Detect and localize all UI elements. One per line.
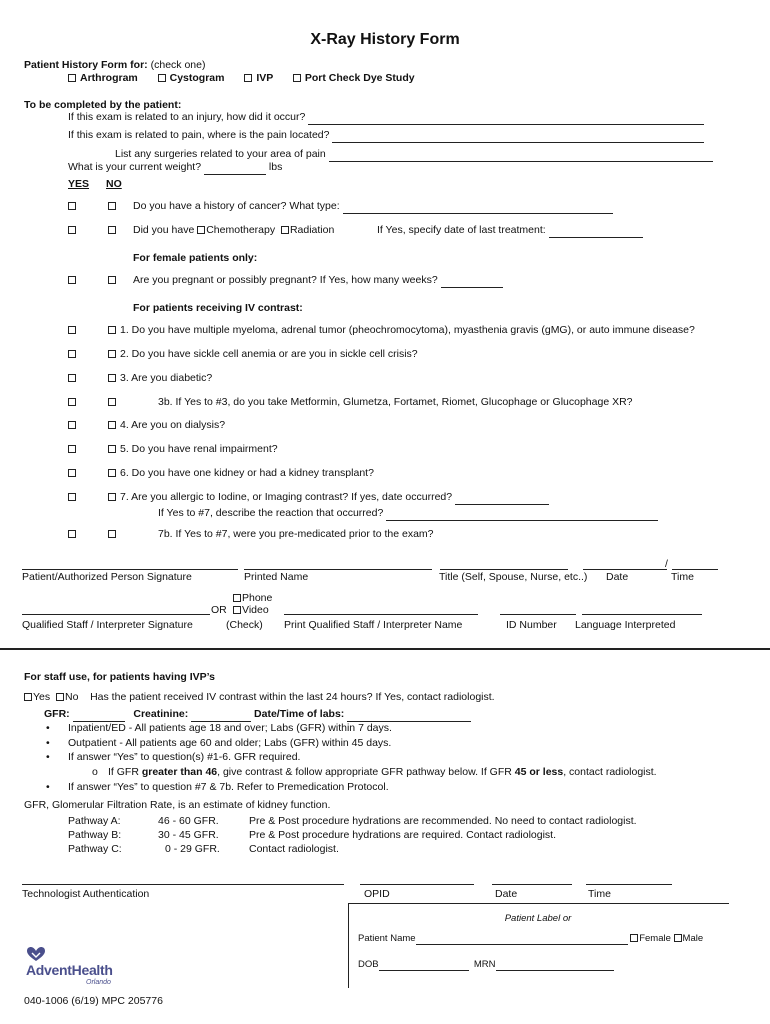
chemo-no [108, 224, 120, 237]
no-checkbox[interactable] [108, 493, 116, 501]
time-label: Time [671, 571, 694, 583]
q7b-no [108, 528, 120, 541]
weeks-field[interactable] [441, 274, 503, 288]
q5-text: 5. Do you have renal impairment? [120, 443, 278, 455]
form-for-label: Patient History Form for: [24, 59, 148, 71]
checkbox[interactable] [630, 934, 638, 942]
weight-field[interactable] [204, 161, 266, 175]
gfr-definition: GFR, Glomerular Filtration Rate, is an estimate of kidney function. [24, 799, 331, 811]
tech-date-label: Date [495, 888, 518, 900]
yes-checkbox[interactable] [68, 202, 76, 210]
pathway-b-range: 30 - 45 GFR. [158, 829, 219, 841]
creatinine-field[interactable] [191, 708, 251, 722]
q2-row [108, 348, 418, 361]
label-name-row: Patient Name Female Male [358, 933, 704, 944]
staff-signature-label: Qualified Staff / Interpreter Signature [22, 619, 193, 631]
mrn-field[interactable] [496, 959, 614, 971]
date-label: Date [606, 571, 629, 583]
checkbox[interactable] [68, 74, 76, 82]
chemo-option[interactable]: Chemotherapy [197, 224, 275, 236]
q6-row [108, 467, 374, 480]
q4-row [108, 419, 225, 432]
no-column-header: NO [106, 178, 122, 190]
pathway-c-name: Pathway C: [68, 843, 122, 855]
option-port-check[interactable]: Port Check Dye Study [293, 72, 415, 84]
patient-signature-line[interactable] [22, 569, 238, 570]
date-time-slash: / [665, 558, 668, 570]
gfr-field[interactable] [73, 708, 125, 722]
q2-yes [68, 348, 80, 361]
date-line[interactable] [583, 569, 667, 570]
q7-text: 7. Are you allergic to Iodine, or Imaging contrast? If yes, date occurred? [120, 491, 453, 503]
yes-checkbox[interactable] [68, 226, 76, 234]
no-checkbox[interactable] [108, 374, 116, 382]
contrast-question-row [24, 691, 495, 704]
q5-row [108, 443, 278, 456]
cancer-no [108, 200, 120, 213]
pain-answer-field[interactable] [332, 129, 704, 143]
printed-name-label: Printed Name [244, 571, 309, 583]
page-title: X-Ray History Form [310, 31, 460, 48]
title-label: Title (Self, Spouse, Nurse, etc..) [439, 571, 588, 583]
option-ivp[interactable]: IVP [244, 72, 273, 84]
q7b-yes [68, 528, 80, 541]
yes-checkbox[interactable] [68, 445, 76, 453]
checkbox[interactable] [24, 693, 32, 701]
surgery-question: List any surgeries related to your area of pain [115, 148, 713, 162]
chemo-question: Did you have Chemotherapy Radiation [133, 224, 335, 236]
no-checkbox[interactable] [108, 350, 116, 358]
male-option[interactable]: Male [674, 933, 704, 944]
yes-checkbox[interactable] [68, 469, 76, 477]
cancer-type-field[interactable] [343, 200, 613, 214]
pregnant-yes [68, 274, 80, 287]
q2-text: 2. Do you have sickle cell anemia or are you in sickle cell crisis? [120, 348, 418, 360]
q7b-text: 7b. If Yes to #7, were you pre-medicated prior to the exam? [158, 528, 434, 540]
injury-answer-field[interactable] [308, 111, 704, 125]
radiation-option[interactable]: Radiation [281, 224, 334, 236]
pregnant-question: Are you pregnant or possibly pregnant? If Yes, how many weeks? [133, 274, 503, 288]
q3-text: 3. Are you diabetic? [120, 372, 213, 384]
staff-name-line[interactable] [284, 614, 478, 615]
lab-datetime-field[interactable] [347, 708, 471, 722]
pregnant-no [108, 274, 120, 287]
weight-question: What is your current weight? lbs [68, 161, 283, 173]
pathway-a-action: Pre & Post procedure hydrations are recommended. No need to contact radiologist. [249, 815, 637, 827]
option-arthrogram[interactable]: Arthrogram [68, 72, 138, 84]
yes-checkbox[interactable] [68, 326, 76, 334]
cancer-question: Do you have a history of cancer? What type: [133, 200, 613, 214]
patient-signature-label: Patient/Authorized Person Signature [22, 571, 192, 583]
yes-column-header: YES [68, 178, 90, 190]
checkbox[interactable] [233, 606, 241, 614]
opid-line[interactable] [360, 884, 474, 885]
q3b-text: 3b. If Yes to #3, do you take Metformin, Glumetza, Fortamet, Riomet, Glucophage or Glucophage XR? [158, 396, 633, 408]
q5-yes [68, 443, 80, 456]
staff-section-heading: For staff use, for patients having IVP’s [24, 671, 215, 683]
surgery-answer-field[interactable] [329, 148, 713, 162]
logo-mark-icon [26, 946, 46, 962]
q7-row [108, 491, 549, 505]
phone-option[interactable]: Phone [233, 592, 272, 605]
yes-checkbox[interactable] [68, 276, 76, 284]
treatment-date-field[interactable] [549, 224, 643, 238]
q6-yes [68, 467, 80, 480]
contrast-no-option[interactable]: No [56, 691, 78, 703]
q3b-no [108, 396, 120, 409]
checkbox[interactable] [197, 226, 205, 234]
tech-date-line[interactable] [492, 884, 572, 885]
q7-yes [68, 491, 80, 504]
no-checkbox[interactable] [108, 398, 116, 406]
yes-checkbox[interactable] [68, 493, 76, 501]
form-number: 040-1006 (6/19) MPC 205776 [24, 995, 163, 1007]
label-name-field[interactable] [416, 933, 628, 945]
q4-yes [68, 419, 80, 432]
video-option[interactable]: Video [233, 604, 269, 617]
yes-checkbox[interactable] [68, 530, 76, 538]
bullet-gfr-required: • If answer “Yes” to question(s) #1-6. GFR required. [68, 751, 300, 764]
q1-text: 1. Do you have multiple myeloma, adrenal tumor (pheochromocytoma), myasthenia gravis (gMG), or auto immune disease? [120, 324, 695, 336]
patient-label-title: Patient Label or [504, 913, 572, 924]
label-dob-row: DOB MRN [358, 959, 614, 971]
checkbox[interactable] [244, 74, 252, 82]
bullet-inpatient: • Inpatient/ED - All patients age 18 and over; Labs (GFR) within 7 days. [68, 722, 392, 735]
yes-checkbox[interactable] [68, 374, 76, 382]
tech-time-label: Time [588, 888, 611, 900]
no-checkbox[interactable] [108, 469, 116, 477]
sub-bullet-gfr-rule: o If GFR greater than 46, give contrast & follow appropriate GFR pathway below. If GFR 45 or less, contact radiologist. [92, 766, 657, 778]
id-number-line[interactable] [500, 614, 576, 615]
staff-signature-line[interactable] [22, 614, 210, 615]
section-divider [0, 648, 770, 650]
checkbox[interactable] [293, 74, 301, 82]
q3b-yes [68, 396, 80, 409]
bullet-outpatient: • Outpatient - All patients age 60 and older; Labs (GFR) within 45 days. [68, 737, 391, 750]
female-heading: For female patients only: [133, 252, 258, 264]
opid-label: OPID [364, 888, 390, 900]
exam-type-options [68, 72, 415, 85]
yes-checkbox[interactable] [68, 421, 76, 429]
pathway-b-action: Pre & Post procedure hydrations are required. Contact radiologist. [249, 829, 556, 841]
female-option[interactable]: Female [630, 933, 671, 944]
logo-text: AdventHealth [26, 962, 113, 978]
language-label: Language Interpreted [575, 619, 676, 631]
pain-question: If this exam is related to pain, where is the pain located? [68, 129, 704, 143]
no-checkbox[interactable] [108, 530, 116, 538]
pathway-a-name: Pathway A: [68, 815, 121, 827]
language-line[interactable] [582, 614, 702, 615]
patient-section-heading: To be completed by the patient: [24, 99, 182, 111]
checkbox[interactable] [281, 226, 289, 234]
form-for-line [24, 59, 205, 72]
pathway-b-name: Pathway B: [68, 829, 122, 841]
logo-city: Orlando [86, 979, 111, 986]
tech-auth-label: Technologist Authentication [22, 888, 150, 900]
yes-checkbox[interactable] [68, 350, 76, 358]
q3-row [108, 372, 212, 385]
print-staff-label: Print Qualified Staff / Interpreter Name [284, 619, 463, 631]
contrast-question: Has the patient received IV contrast within the last 24 hours? If Yes, contact radiologist. [90, 691, 495, 703]
q6-text: 6. Do you have one kidney or had a kidney transplant? [120, 467, 374, 479]
allergy-date-field[interactable] [455, 491, 549, 505]
labs-row: GFR: Creatinine: Date/Time of labs: [44, 708, 471, 722]
pathway-a-range: 46 - 60 GFR. [158, 815, 219, 827]
tech-time-line[interactable] [586, 884, 672, 885]
q1-yes [68, 324, 80, 337]
checkbox[interactable] [158, 74, 166, 82]
yes-checkbox[interactable] [68, 398, 76, 406]
no-checkbox[interactable] [108, 276, 116, 284]
no-checkbox[interactable] [108, 226, 116, 234]
cancer-row [68, 200, 80, 213]
check-label: (Check) [226, 619, 263, 631]
time-line[interactable] [672, 569, 718, 570]
no-checkbox[interactable] [108, 326, 116, 334]
q1-row [108, 324, 695, 337]
dob-field[interactable] [379, 959, 469, 971]
q7-reaction-question: If Yes to #7, describe the reaction that occurred? [158, 507, 658, 521]
treatment-date-question: If Yes, specify date of last treatment: [377, 224, 643, 238]
chemo-yes [68, 224, 80, 237]
no-checkbox[interactable] [108, 202, 116, 210]
no-checkbox[interactable] [108, 421, 116, 429]
tech-signature-line[interactable] [22, 884, 344, 885]
title-line[interactable] [440, 569, 568, 570]
form-for-hint: (check one) [150, 59, 206, 71]
contrast-yes-option[interactable]: Yes [24, 691, 50, 703]
iv-heading: For patients receiving IV contrast: [133, 302, 303, 314]
injury-question: If this exam is related to an injury, how did it occur? [68, 111, 704, 125]
q4-text: 4. Are you on dialysis? [120, 419, 226, 431]
bullet-premedication: • If answer “Yes” to question #7 & 7b. Refer to Premedication Protocol. [68, 781, 389, 794]
checkbox[interactable] [674, 934, 682, 942]
option-cystogram[interactable]: Cystogram [158, 72, 225, 84]
checkbox[interactable] [233, 594, 241, 602]
id-number-label: ID Number [506, 619, 557, 631]
q3-yes [68, 372, 80, 385]
reaction-field[interactable] [386, 507, 658, 521]
pathway-c-action: Contact radiologist. [249, 843, 339, 855]
pathway-c-range: 0 - 29 GFR. [165, 843, 220, 855]
checkbox[interactable] [56, 693, 64, 701]
printed-name-line[interactable] [244, 569, 432, 570]
no-checkbox[interactable] [108, 445, 116, 453]
or-label: OR [211, 604, 227, 616]
